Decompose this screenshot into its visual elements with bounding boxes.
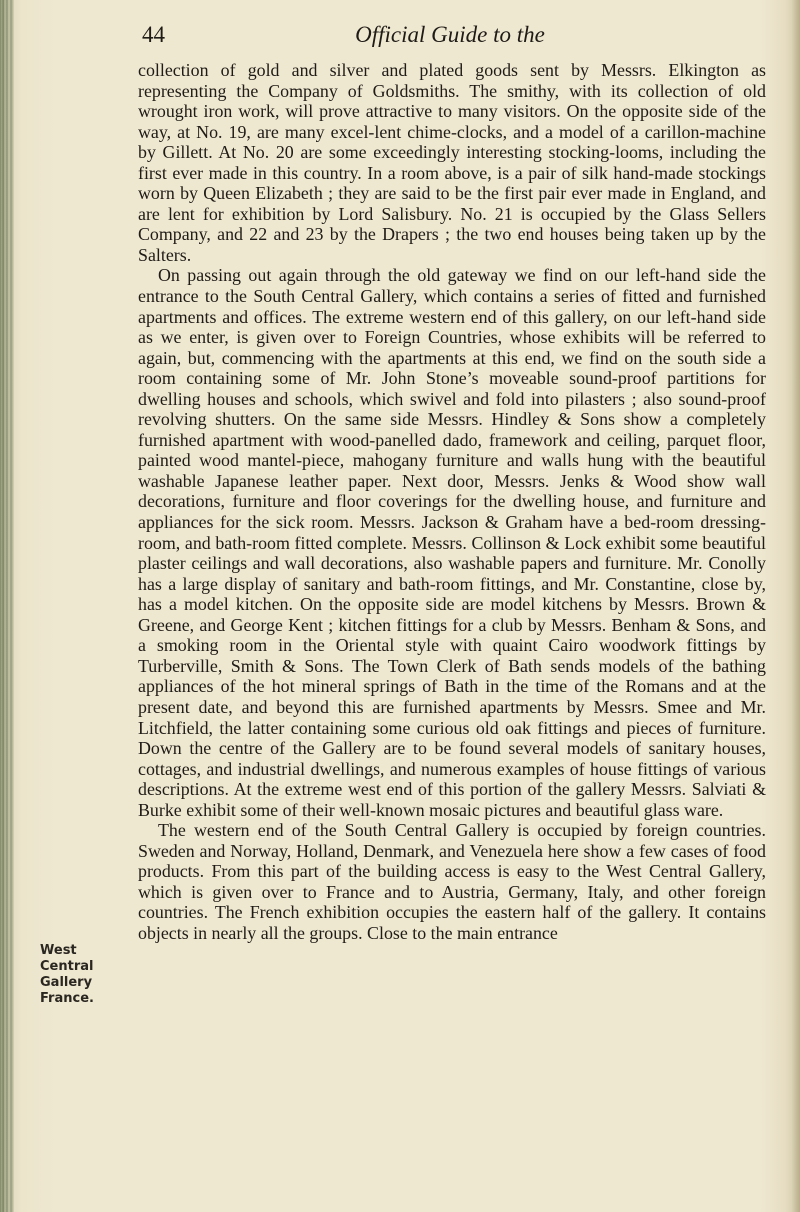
binding-gutter [0,0,14,1212]
page-edge [792,0,800,1212]
page-header [130,14,770,54]
paragraph-2: On passing out again through the old gateway we find on our left-hand side the entrance to the South Central Gallery, which contains a series of fitted and furnished apartments and offices. The extreme western end of this gallery, on our left-hand side as we enter, is given over to Foreign Countries, whose exhibits will be referred to again, but, commencing with the apartments at this end, we find on the south side a room containing some of Mr. John Stone’s moveable sound-proof partitions for dwelling houses and schools, which swivel and fold into pilasters ; also sound-proof revolving shutters. On the same side Messrs. Hindley & Sons show a completely furnished apartment with wood-panelled dado, framework and ceiling, parquet floor, painted wood mantel-piece, mahogany furniture and walls hung with the beautiful washable Japanese leather paper. Next door, Messrs. Jenks & Wood show wall decorations, furniture and floor coverings for the dwelling house, and furniture and appliances for the sick room. Messrs. Jackson & Graham have a bed-room dressing-room, and bath-room fitted complete. Messrs. Collinson & Lock exhibit some beautiful plaster ceilings and wall decorations, also washable papers and furniture. Mr. Conolly has a large display of sanitary and bath-room fittings, and Mr. Constantine, close by, has a model kitchen. On the opposite side are model kitchens by Messrs. Brown & Greene, and George Kent ; kitchen fittings for a club by Messrs. Benham & Sons, and a smoking room in the Oriental style with quaint Cairo woodwork fittings by Turberville, Smith & Sons. The Town Clerk of Bath sends models of the bathing appliances of the hot mineral springs of Bath in the time of the Romans and at the present date, and beyond this are furnished apartments by Messrs. Smee and Mr. Litchfield, the latter containing some curious old oak fittings and pieces of furniture. Down the centre of the Gallery are to be found several models of sanitary houses, cottages, and industrial dwellings, and numerous examples of house fittings of various descriptions. At the extreme west end of this portion of the gallery Messrs. Salviati & Burke exhibit some of their well-known mosaic pictures and beautiful glass ware. [138,265,766,820]
sidenote-line-1: West [40,943,77,958]
sidenote-line-2: Central [40,959,94,974]
body-text [138,60,766,944]
page-number: 44 [142,22,165,47]
margin-sidenote [40,943,120,1007]
paragraph-1: collection of gold and silver and plated goods sent by Messrs. Elkington as representing the Company of Goldsmiths. The smithy, with its collection of old wrought iron work, will prove attractive to many visitors. On the opposite side of the way, at No. 19, are many excel-lent chime-clocks, and a model of a carillon-machine by Gillett. At No. 20 are some exceedingly interesting stocking-looms, including the first ever made in this country. In a room above, is a pair of silk hand-made stockings worn by Queen Elizabeth ; they are said to be the first pair ever made in England, and are lent for exhibition by Lord Salisbury. No. 21 is occupied by the Glass Sellers Company, and 22 and 23 by the Drapers ; the two end houses being taken up by the Salters. [138,60,766,265]
sidenote-line-3: Gallery [40,975,93,990]
sidenote-line-4: France. [40,991,94,1006]
paragraph-3: The western end of the South Central Gallery is occupied by foreign countries. Sweden and Norway, Holland, Denmark, and Venezuela here show a few cases of food products. From this part of the building access is easy to the West Central Gallery, which is given over to France and to Austria, Germany, Italy, and other foreign countries. The French exhibition occupies the eastern half of the gallery. It contains objects in nearly all the groups. Close to the main entrance [138,820,766,943]
running-title: Official Guide to the [355,22,545,47]
